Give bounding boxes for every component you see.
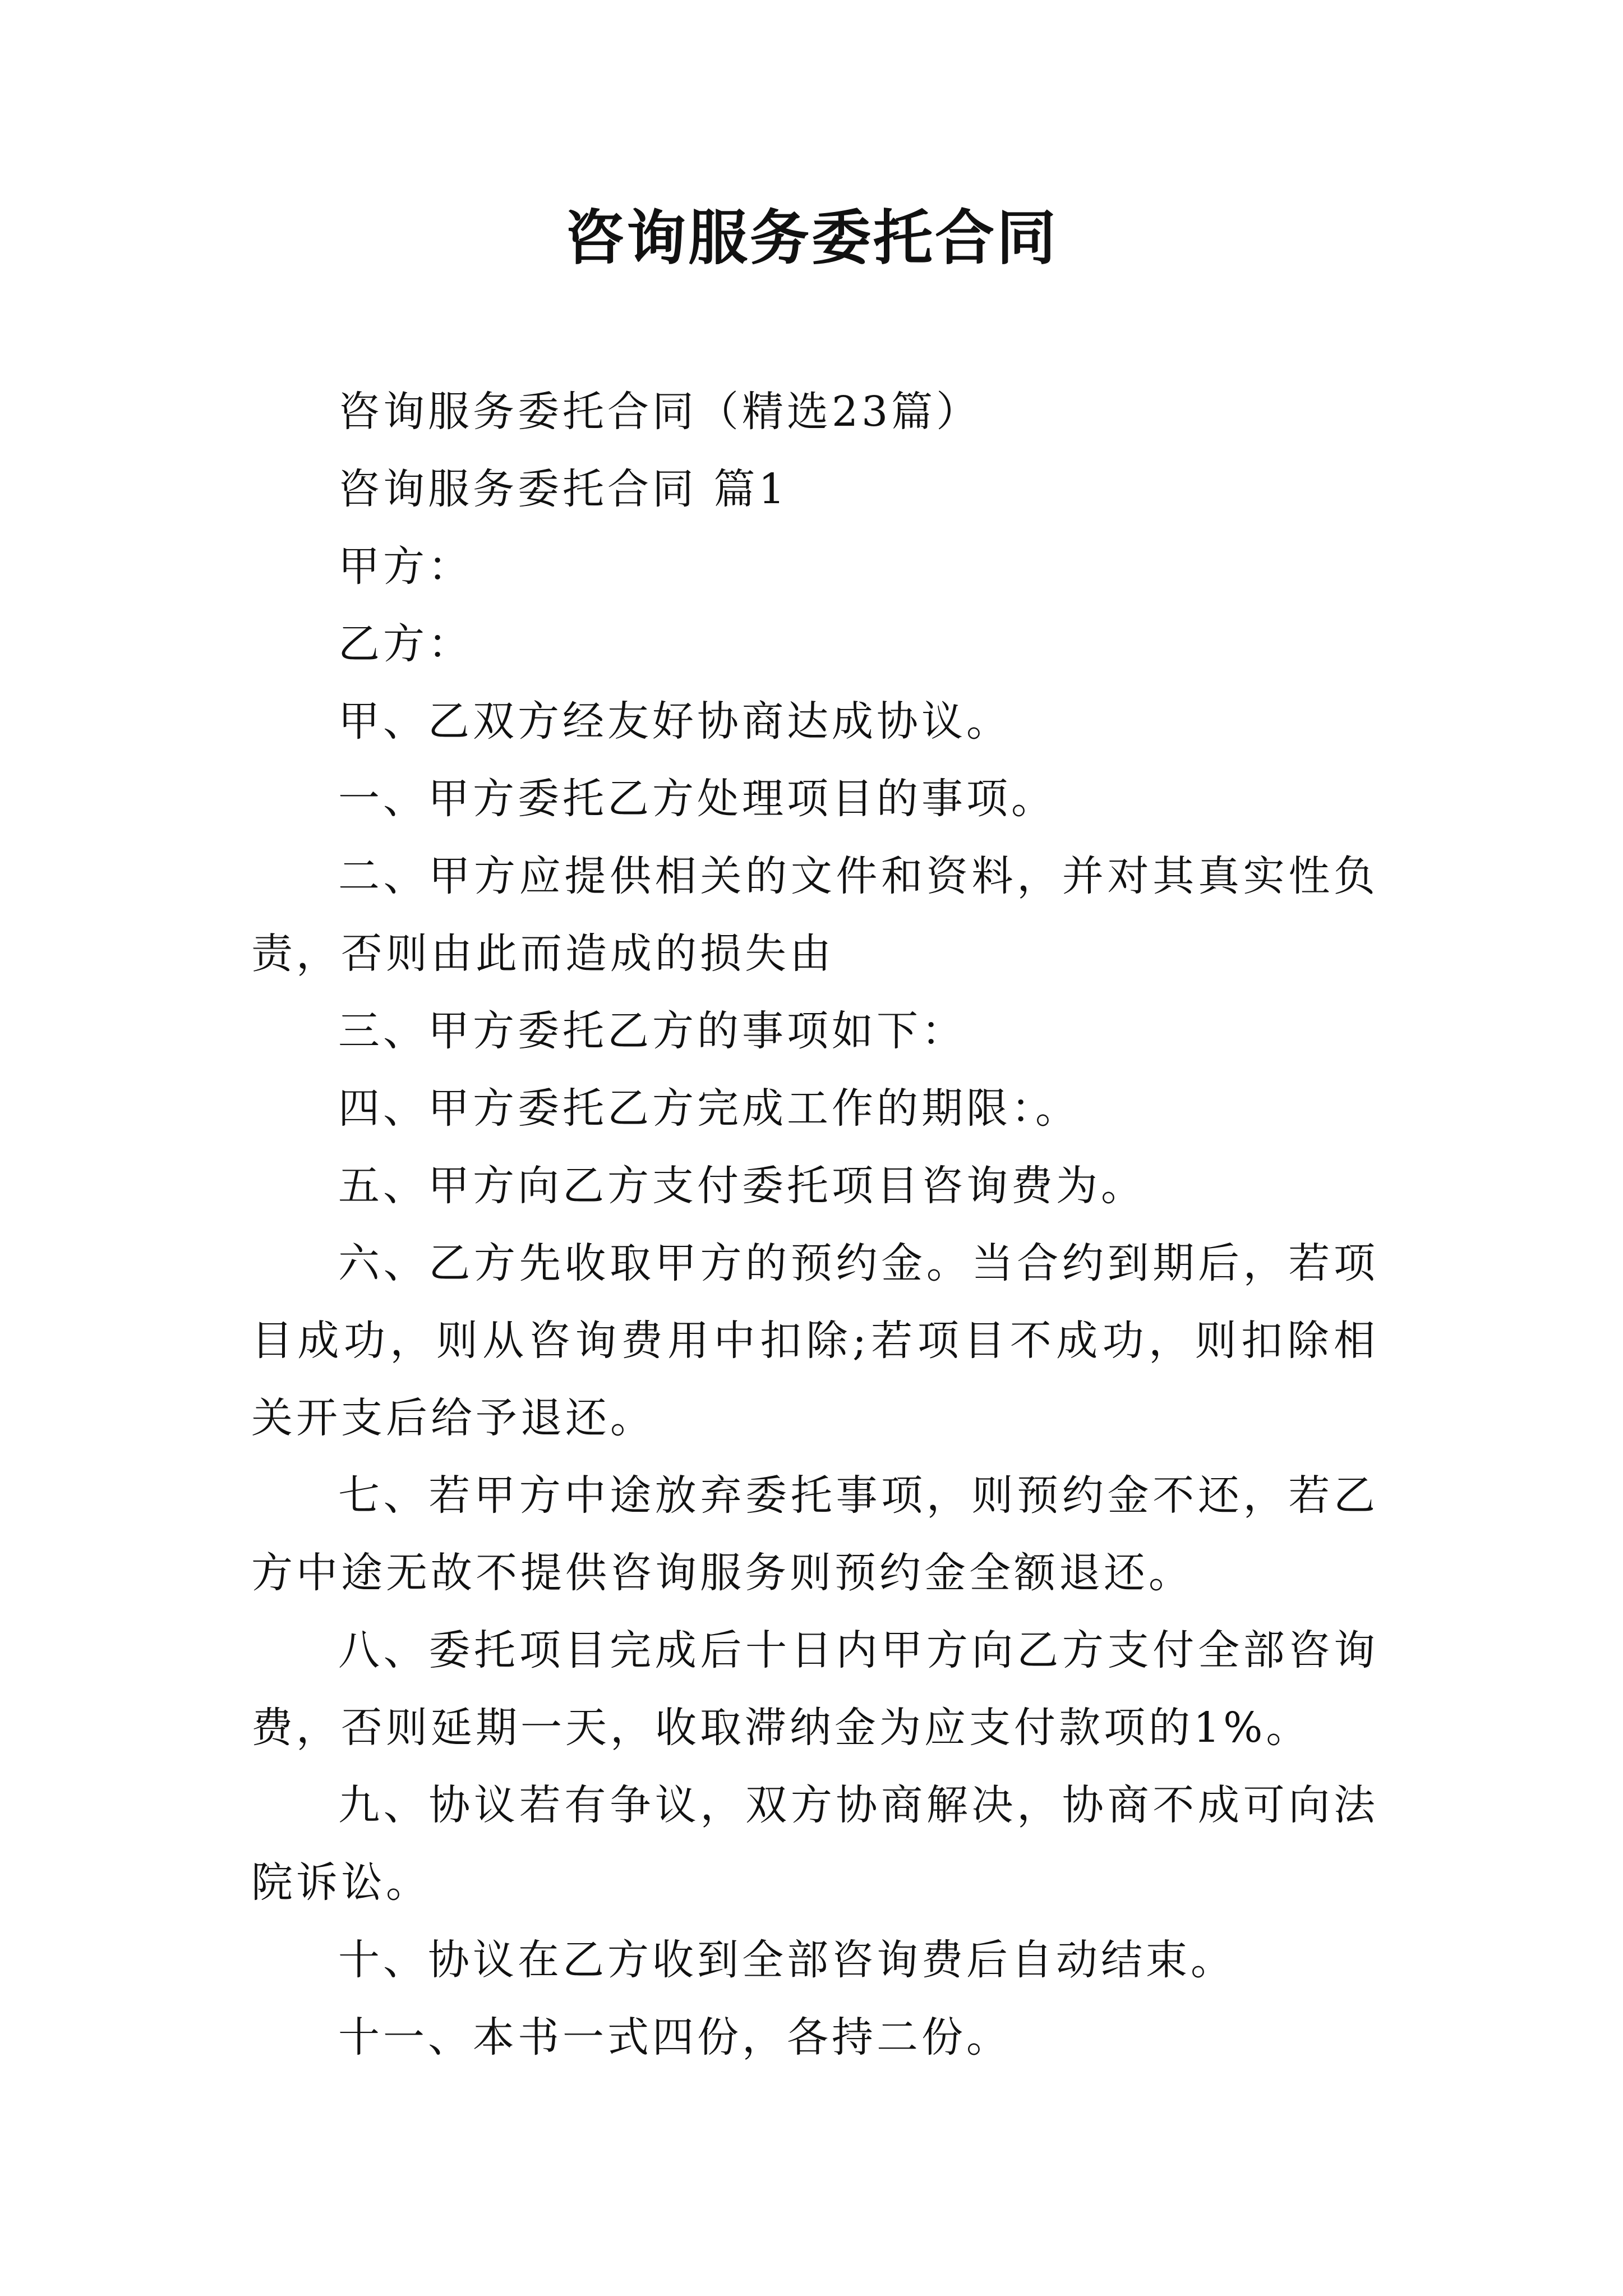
paragraph-party-a: 甲方： — [338, 542, 473, 591]
paragraph-clause-4: 四、甲方委托乙方完成工作的期限：。 — [338, 1084, 1080, 1133]
paragraph-clause-10: 十、协议在乙方收到全部咨询费后自动结束。 — [338, 1936, 1235, 1984]
document-body — [251, 373, 1378, 2076]
paragraph-clause-9: 九、协议若有争议，双方协商解决，协商不成可向法院诉讼。 — [251, 1781, 1378, 1907]
paragraph-clause-7: 七、若甲方中途放弃委托事项，则预约金不还，若乙方中途无故不提供咨询服务则预约金全额退还。 — [251, 1471, 1378, 1597]
paragraph-party-b: 乙方： — [338, 620, 473, 668]
paragraph-subtitle: 咨询服务委托合同（精选23篇） — [338, 388, 981, 436]
document-title: 咨询服务委托合同 — [565, 204, 1058, 273]
paragraph-clause-11: 十一、本书一式四份，各持二份。 — [338, 2013, 1011, 2062]
paragraph-section-heading: 咨询服务委托合同 篇1 — [338, 465, 789, 513]
paragraph-clause-6: 六、乙方先收取甲方的预约金。当合约到期后，若项目成功，则从咨询费用中扣除;若项目不成功，则扣除相关开支后给予退还。 — [251, 1239, 1378, 1442]
paragraph-clause-2: 二、甲方应提供相关的文件和资料，并对其真实性负责，否则由此而造成的损失由 — [251, 852, 1378, 978]
paragraph-agreement: 甲、乙双方经友好协商达成协议。 — [338, 697, 1011, 746]
paragraph-clause-8: 八、委托项目完成后十日内甲方向乙方支付全部咨询费，否则延期一天，收取滞纳金为应支付款项的1%。 — [251, 1626, 1378, 1752]
paragraph-clause-1: 一、甲方委托乙方处理项目的事项。 — [338, 775, 1056, 823]
paragraph-clause-5: 五、甲方向乙方支付委托项目咨询费为。 — [338, 1162, 1146, 1210]
paragraph-clause-3: 三、甲方委托乙方的事项如下： — [338, 1007, 966, 1055]
